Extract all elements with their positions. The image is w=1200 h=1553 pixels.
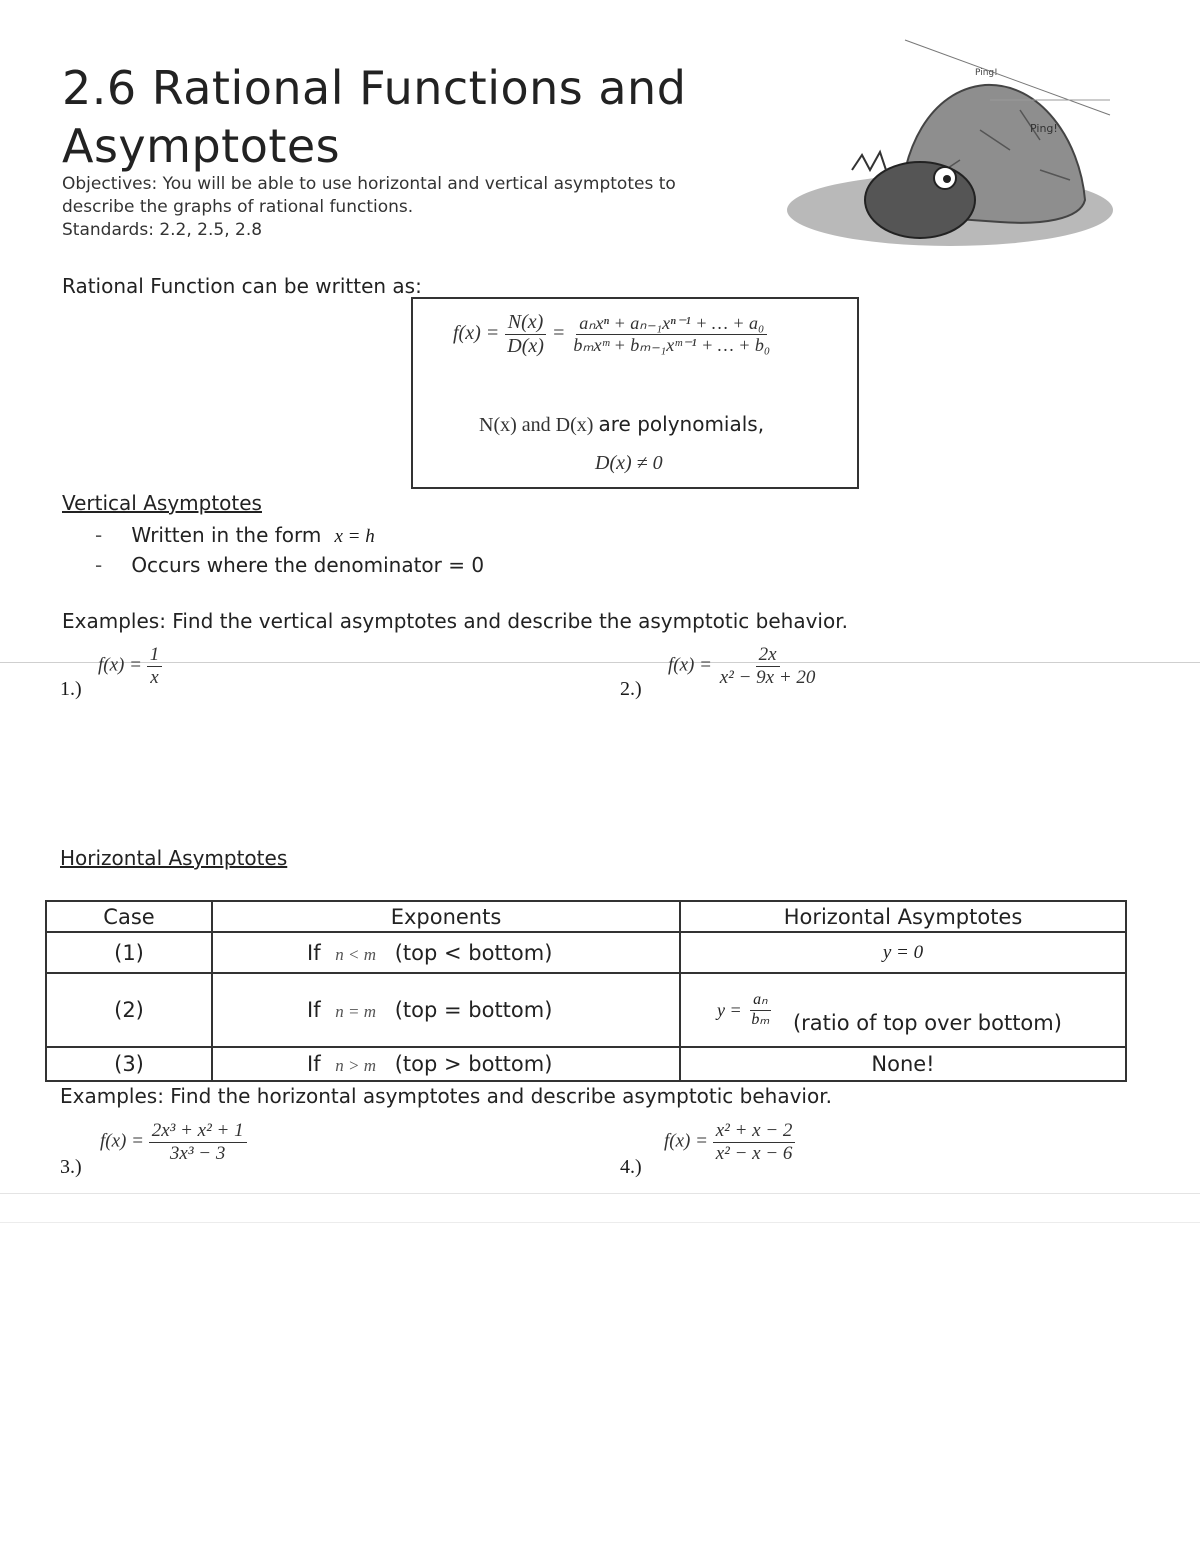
rational-function-intro: Rational Function can be written as: xyxy=(62,274,422,298)
poly-fraction xyxy=(570,313,773,355)
nd-numerator: N(x) xyxy=(505,311,547,335)
bullet-mark: - xyxy=(95,553,103,577)
example-1-denominator: x xyxy=(150,666,159,688)
objectives-line2: describe the graphs of rational functions. xyxy=(62,197,414,217)
asymptote-cell: None! xyxy=(680,1047,1126,1081)
polynomials-note xyxy=(479,411,764,437)
turkey-body xyxy=(865,162,975,238)
nd-fraction xyxy=(504,311,547,358)
nd-denominator: D(x) xyxy=(507,335,544,357)
bullet-mark: - xyxy=(95,523,103,547)
example-3-label: 3.) xyxy=(60,1156,82,1178)
example-4-denominator: x² − x − 6 xyxy=(715,1142,793,1164)
vertical-bullet-2 xyxy=(95,552,484,578)
example-2-lhs: f(x) = xyxy=(668,654,712,676)
table-row xyxy=(46,932,1126,973)
standards: Standards: 2.2, 2.5, 2.8 xyxy=(62,220,263,240)
example-4-fraction xyxy=(713,1120,796,1165)
poly-numerator: aₙxⁿ + aₙ₋₁xⁿ⁻¹ + … + a₀ xyxy=(576,313,767,335)
ratio-denominator: bₘ xyxy=(751,1010,770,1028)
example-4-numerator: x² + x − 2 xyxy=(713,1120,796,1143)
ratio-fraction xyxy=(748,991,772,1029)
condition-desc: (top > bottom) xyxy=(394,1052,553,1076)
example-4-formula xyxy=(664,1120,795,1165)
nonzero-condition: D(x) ≠ 0 xyxy=(595,452,663,474)
example-1-numerator: 1 xyxy=(147,644,163,667)
example-1-formula xyxy=(98,644,162,689)
example-2-label: 2.) xyxy=(620,678,642,700)
example-2-formula xyxy=(668,644,818,689)
scan-artifact-line xyxy=(0,1193,1200,1194)
header-case: Case xyxy=(46,901,212,932)
case-cell: (2) xyxy=(46,973,212,1047)
vertical-examples-prompt: Examples: Find the vertical asymptotes and describe the asymptotic behavior. xyxy=(62,609,848,633)
example-4-lhs: f(x) = xyxy=(664,1130,708,1152)
ratio-numerator: aₙ xyxy=(750,991,770,1010)
if-text: If xyxy=(307,1052,321,1076)
condition-math: n > m xyxy=(335,1056,377,1075)
example-2-denominator: x² − 9x + 20 xyxy=(719,666,816,688)
table-row xyxy=(46,973,1126,1047)
bullet-2-text: Occurs where the denominator = 0 xyxy=(131,553,485,577)
vertical-bullet-1 xyxy=(95,522,375,548)
example-3-formula xyxy=(100,1120,247,1165)
case-cell: (3) xyxy=(46,1047,212,1081)
example-3-numerator: 2x³ + x² + 1 xyxy=(149,1120,247,1143)
are-polynomials-text: are polynomials, xyxy=(598,412,765,436)
asymptote-cell xyxy=(680,973,1126,1047)
condition-desc: (top = bottom) xyxy=(394,998,553,1022)
ping-label-2: Ping! xyxy=(1030,122,1058,135)
example-1-fraction xyxy=(147,644,163,689)
scan-artifact-line xyxy=(0,662,1200,663)
example-2-fraction xyxy=(717,644,819,689)
bullet-1-text: Written in the form xyxy=(131,523,322,547)
exponents-cell xyxy=(212,1047,680,1081)
header-exponents: Exponents xyxy=(212,901,680,932)
definition-box xyxy=(411,297,859,489)
horizontal-asymptotes-heading: Horizontal Asymptotes xyxy=(60,846,288,870)
asymptote-cell: y = 0 xyxy=(680,932,1126,973)
if-text: If xyxy=(307,998,321,1022)
if-text: If xyxy=(307,940,321,965)
page-title-line1: 2.6 Rational Functions and xyxy=(62,61,687,115)
objectives-line1: Objectives: You will be able to use horizontal and vertical asymptotes to xyxy=(62,174,676,194)
ping-label-1: Ping! xyxy=(975,68,998,78)
ratio-note: (ratio of top over bottom) xyxy=(792,1011,1062,1035)
condition-desc: (top < bottom) xyxy=(394,940,553,965)
ratio-lhs: y = xyxy=(717,1000,742,1020)
f-lhs: f(x) = xyxy=(453,322,500,345)
vertical-asymptotes-heading: Vertical Asymptotes xyxy=(62,491,262,515)
definition-formula xyxy=(453,311,773,358)
horizontal-examples-prompt: Examples: Find the horizontal asymptotes and describe asymptotic behavior. xyxy=(60,1084,832,1108)
table-row xyxy=(46,1047,1126,1081)
table-header-row xyxy=(46,901,1126,932)
turkey-rock-illustration xyxy=(780,30,1120,260)
turkey-feathers xyxy=(852,152,886,170)
example-2-numerator: 2x xyxy=(756,644,780,667)
example-1-label: 1.) xyxy=(60,678,82,700)
poly-denominator: bₘxᵐ + bₘ₋₁xᵐ⁻¹ + … + b₀ xyxy=(573,335,771,355)
equals-sign: = xyxy=(551,322,566,345)
example-3-fraction xyxy=(149,1120,247,1165)
exponents-cell xyxy=(212,932,680,973)
example-1-lhs: f(x) = xyxy=(98,654,142,676)
turkey-pupil xyxy=(943,175,951,183)
condition-math: n < m xyxy=(335,944,377,964)
example-3-lhs: f(x) = xyxy=(100,1130,144,1152)
page-title-line2: Asymptotes xyxy=(62,119,341,173)
header-horizontal-asymptotes: Horizontal Asymptotes xyxy=(680,901,1126,932)
condition-math: n = m xyxy=(335,1002,377,1021)
example-4-label: 4.) xyxy=(620,1156,642,1178)
horizontal-asymptotes-table xyxy=(45,900,1127,1082)
exponents-cell xyxy=(212,973,680,1047)
scan-artifact-line xyxy=(0,1222,1200,1223)
example-3-denominator: 3x³ − 3 xyxy=(169,1142,226,1164)
bullet-1-math: x = h xyxy=(334,526,375,547)
nd-math: N(x) and D(x) xyxy=(479,414,594,436)
case-cell: (1) xyxy=(46,932,212,973)
